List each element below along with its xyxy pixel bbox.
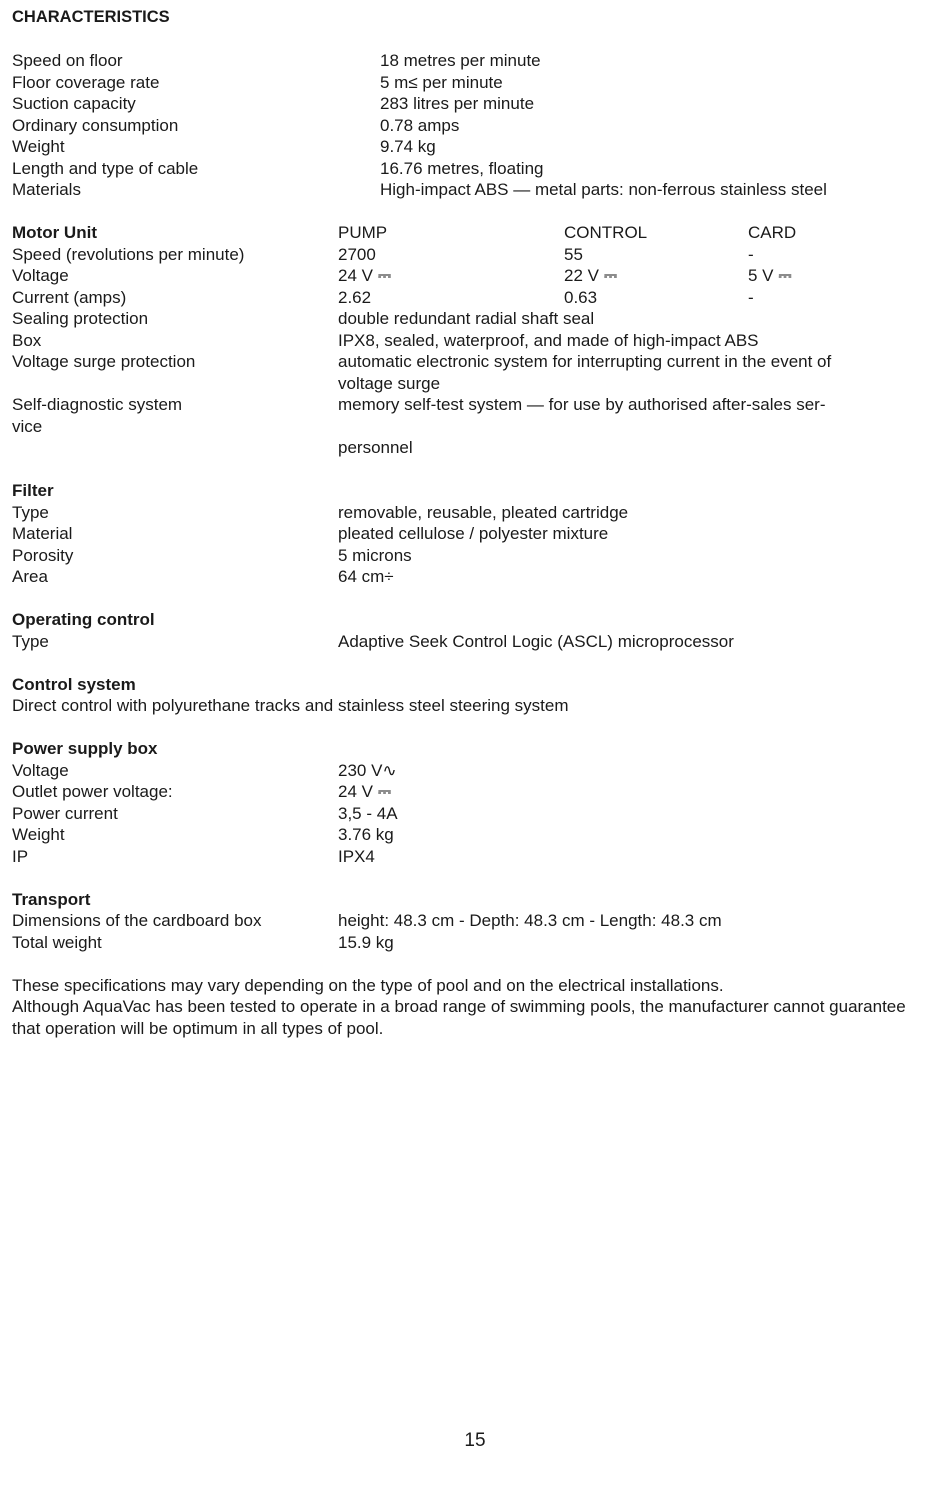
spec-label: Power current bbox=[12, 803, 118, 823]
pump-value: 2700 bbox=[338, 244, 376, 264]
card-value: - bbox=[748, 244, 754, 264]
section-heading: Transport bbox=[12, 889, 91, 909]
control-value: 0.63 bbox=[564, 287, 598, 307]
section-heading: Power supply box bbox=[12, 739, 158, 758]
spec-value: personnel bbox=[338, 438, 413, 457]
spec-value: 283 litres per minute bbox=[380, 94, 535, 113]
spec-label: Length and type of cable bbox=[12, 158, 199, 178]
spec-label: Ordinary consumption bbox=[12, 115, 179, 135]
spec-row bbox=[12, 760, 932, 782]
spec-value: 18 metres per minute bbox=[380, 51, 541, 70]
spec-row bbox=[12, 803, 932, 825]
spec-label: Suction capacity bbox=[12, 94, 136, 113]
spec-label: Type bbox=[12, 502, 49, 522]
spec-row bbox=[12, 631, 932, 653]
column-header-card: CARD bbox=[748, 223, 797, 242]
note-paragraph: These specifications may vary depending on the type of pool and on the electrical installations. bbox=[12, 975, 724, 995]
spec-value: IPX4 bbox=[338, 846, 375, 866]
spec-label: Type bbox=[12, 631, 49, 651]
spec-value: 9.74 kg bbox=[380, 137, 436, 156]
spec-row bbox=[12, 351, 932, 373]
characteristics-list bbox=[12, 50, 932, 201]
spec-row bbox=[12, 932, 932, 954]
motor-row bbox=[12, 265, 932, 287]
spec-row bbox=[12, 502, 932, 524]
spec-value: 3,5 - 4A bbox=[338, 803, 398, 823]
card-value: 5 V ⎓ bbox=[748, 266, 792, 285]
spec-row bbox=[12, 846, 932, 868]
spec-row-continued bbox=[12, 373, 932, 395]
spec-row bbox=[12, 330, 932, 352]
spec-row bbox=[12, 136, 932, 158]
spec-value: 0.78 amps bbox=[380, 115, 460, 135]
control-system-section bbox=[12, 674, 932, 717]
pump-value: 24 V ⎓ bbox=[338, 266, 392, 285]
spec-label: Floor coverage rate bbox=[12, 72, 160, 92]
spec-label: Total weight bbox=[12, 932, 102, 952]
spec-row bbox=[12, 566, 932, 588]
motor-row bbox=[12, 244, 932, 266]
spec-label: Voltage surge protection bbox=[12, 352, 196, 371]
spec-row bbox=[12, 523, 932, 545]
power-supply-section bbox=[12, 738, 932, 867]
spec-label: Speed (revolutions per minute) bbox=[12, 244, 245, 264]
spec-row bbox=[12, 394, 932, 416]
spec-label: Material bbox=[12, 524, 73, 543]
spec-value: 3.76 kg bbox=[338, 825, 394, 844]
column-header-pump: PUMP bbox=[338, 223, 388, 242]
spec-row bbox=[12, 115, 932, 137]
section-heading: Control system bbox=[12, 674, 136, 694]
spec-label: Voltage bbox=[12, 760, 69, 780]
section-heading: Motor Unit bbox=[12, 223, 97, 242]
spec-value: removable, reusable, pleated cartridge bbox=[338, 502, 629, 522]
spec-row bbox=[12, 72, 932, 94]
spec-value: height: 48.3 cm - Depth: 48.3 cm - Length: 48.3 cm bbox=[338, 911, 722, 930]
spec-label: Self-diagnostic system bbox=[12, 395, 183, 414]
motor-header-row bbox=[12, 222, 932, 244]
motor-unit-section bbox=[12, 222, 932, 459]
spec-row bbox=[12, 158, 932, 180]
spec-row bbox=[12, 50, 932, 72]
spec-label: Voltage bbox=[12, 266, 69, 285]
spec-label: Box bbox=[12, 330, 42, 350]
spec-row bbox=[12, 179, 932, 201]
spec-row-continued bbox=[12, 437, 932, 459]
spec-value: 15.9 kg bbox=[338, 932, 394, 952]
spec-label: IP bbox=[12, 846, 29, 866]
spec-row bbox=[12, 781, 932, 803]
spec-value: IPX8, sealed, waterproof, and made of high-impact ABS bbox=[338, 330, 759, 350]
note-paragraph: Although AquaVac has been tested to operate in a broad range of swimming pools, the manufacturer cannot guarantee that operation will be optimum in all types of pool. bbox=[12, 997, 906, 1038]
spec-value: automatic electronic system for interrupting current in the event of bbox=[338, 352, 832, 371]
spec-row bbox=[12, 824, 932, 846]
spec-row bbox=[12, 545, 932, 567]
spec-value: 5 m≤ per minute bbox=[380, 72, 503, 92]
operating-control-section bbox=[12, 609, 932, 652]
spec-value: 5 microns bbox=[338, 545, 412, 565]
spec-label: Weight bbox=[12, 137, 65, 156]
spec-row-continued bbox=[12, 416, 932, 438]
spec-value: 16.76 metres, floating bbox=[380, 158, 544, 178]
spec-label: Sealing protection bbox=[12, 309, 149, 328]
motor-row bbox=[12, 287, 932, 309]
spec-value: pleated cellulose / polyester mixture bbox=[338, 524, 609, 543]
spec-label: Materials bbox=[12, 180, 81, 199]
spec-value: voltage surge bbox=[338, 373, 441, 393]
section-heading: Operating control bbox=[12, 610, 155, 629]
control-value: 55 bbox=[564, 244, 583, 264]
spec-row bbox=[12, 308, 932, 330]
transport-section bbox=[12, 889, 932, 954]
spec-label: Outlet power voltage: bbox=[12, 782, 173, 801]
column-header-control: CONTROL bbox=[564, 223, 648, 242]
spec-value: double redundant radial shaft seal bbox=[338, 309, 595, 328]
spec-label: Speed on floor bbox=[12, 51, 123, 70]
spec-value: 24 V ⎓ bbox=[338, 782, 392, 801]
control-system-text: Direct control with polyurethane tracks and stainless steel steering system bbox=[12, 696, 569, 715]
spec-value: 64 cm÷ bbox=[338, 567, 394, 586]
spec-row bbox=[12, 910, 932, 932]
pump-value: 2.62 bbox=[338, 287, 372, 307]
spec-label: vice bbox=[12, 416, 43, 436]
spec-label: Porosity bbox=[12, 545, 74, 565]
spec-label: Area bbox=[12, 567, 48, 586]
spec-value: High-impact ABS — metal parts: non-ferrous stainless steel bbox=[380, 180, 827, 199]
spec-row bbox=[12, 93, 932, 115]
spec-value: 230 V∿ bbox=[338, 760, 397, 780]
control-value: 22 V ⎓ bbox=[564, 266, 618, 285]
spec-value: Adaptive Seek Control Logic (ASCL) microprocessor bbox=[338, 631, 734, 651]
spec-value: memory self-test system — for use by authorised after-sales ser- bbox=[338, 395, 826, 414]
page-number: 15 bbox=[464, 1430, 486, 1451]
page-title: CHARACTERISTICS bbox=[12, 8, 170, 26]
section-heading: Filter bbox=[12, 481, 54, 500]
card-value: - bbox=[748, 287, 754, 307]
spec-page bbox=[12, 7, 932, 1039]
spec-label: Dimensions of the cardboard box bbox=[12, 911, 262, 930]
spec-label: Weight bbox=[12, 825, 65, 844]
spec-label: Current (amps) bbox=[12, 287, 127, 307]
filter-section bbox=[12, 480, 932, 588]
